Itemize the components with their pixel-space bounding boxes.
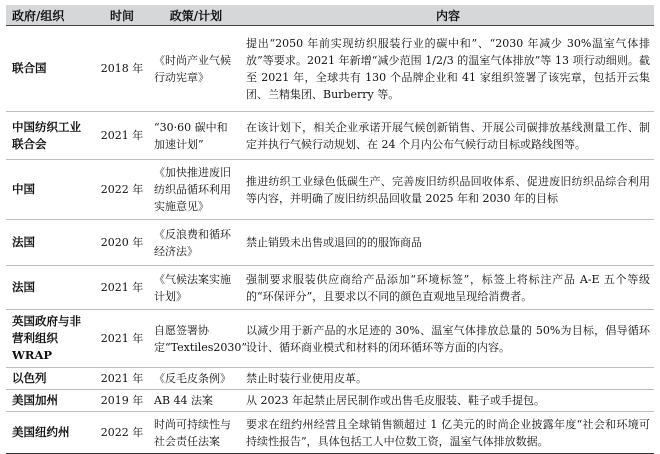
cell-year: 2019 年 bbox=[94, 390, 150, 412]
cell-content: 以减少用于新产品的水足迹的 30%、温室气体排放总量的 50%为目标，倡导循环设计、循环商业模式和材料的闭环循环等方面的内容。 bbox=[242, 310, 654, 368]
cell-content: 强制要求服装供应商给产品添加“环境标签”，标签上将标注产品 A-E 五个等级的“环保评分”，且要求以不同的颜色直观地呈现给消费者。 bbox=[242, 266, 654, 310]
header-content: 内容 bbox=[242, 5, 654, 26]
cell-policy: 《反浪费和循环经济法》 bbox=[150, 220, 242, 266]
cell-content: 禁止时装行业使用皮革。 bbox=[242, 368, 654, 390]
cell-year: 2022 年 bbox=[94, 160, 150, 220]
cell-org: 法国 bbox=[6, 266, 94, 310]
cell-org: 联合国 bbox=[6, 26, 94, 112]
table-row bbox=[6, 368, 654, 390]
cell-year: 2021 年 bbox=[94, 368, 150, 390]
cell-content: 要求在纽约州经营且全球销售额超过 1 亿美元的时尚企业披露年度“社会和环境可持续性报告”，具体包括工人中位数工资，温室气体排放数据。 bbox=[242, 412, 654, 454]
cell-content: 从 2023 年起禁止居民制作或出售毛皮服装、鞋子或手提包。 bbox=[242, 390, 654, 412]
cell-policy: 《反毛皮条例》 bbox=[150, 368, 242, 390]
table-row bbox=[6, 390, 654, 412]
cell-policy: AB 44 法案 bbox=[150, 390, 242, 412]
cell-content: 在该计划下，相关企业承诺开展气候创新销售、开展公司碳排放基线测量工作、制定并执行气候行动规划、在 24 个月内公布气候行动目标或路线图等。 bbox=[242, 112, 654, 160]
cell-policy: 《时尚产业气候行动宪章》 bbox=[150, 26, 242, 112]
table-row bbox=[6, 266, 654, 310]
table-row bbox=[6, 112, 654, 160]
cell-policy: 《加快推进废旧纺织品循环利用实施意见》 bbox=[150, 160, 242, 220]
cell-org: 英国政府与非营利组织 WRAP bbox=[6, 310, 94, 368]
cell-year: 2021 年 bbox=[94, 310, 150, 368]
table-row bbox=[6, 310, 654, 368]
table-header bbox=[6, 5, 654, 26]
cell-org: 以色列 bbox=[6, 368, 94, 390]
cell-org: 美国加州 bbox=[6, 390, 94, 412]
cell-policy: “30·60 碳中和加速计划” bbox=[150, 112, 242, 160]
table-row bbox=[6, 220, 654, 266]
cell-year: 2021 年 bbox=[94, 266, 150, 310]
cell-year: 2018 年 bbox=[94, 26, 150, 112]
cell-year: 2022 年 bbox=[94, 412, 150, 454]
cell-org: 中国纺织工业联合会 bbox=[6, 112, 94, 160]
cell-policy: 自愿签署协定“Textiles2030” bbox=[150, 310, 242, 368]
cell-org: 美国纽约州 bbox=[6, 412, 94, 454]
cell-policy: 时尚可持续性与社会责任法案 bbox=[150, 412, 242, 454]
table-row bbox=[6, 160, 654, 220]
cell-content: 提出“2050 年前实现纺织服装行业的碳中和”、“2030 年减少 30%温室气体排放”等要求。2021 年新增“减少范围 1/2/3 的温室气体排放”等 13 项行动细则。截至 2021 年，全球共有 130 个品牌企业和 41 家组织签署了该宪章，包括开云集团、兰精集团、Burberry 等。 bbox=[242, 26, 654, 112]
cell-content: 禁止销毁未出售或退回的的服饰商品 bbox=[242, 220, 654, 266]
cell-policy: 《气候法案实施计划》 bbox=[150, 266, 242, 310]
table-row bbox=[6, 412, 654, 454]
cell-year: 2020 年 bbox=[94, 220, 150, 266]
cell-org: 中国 bbox=[6, 160, 94, 220]
table-body bbox=[6, 26, 654, 454]
cell-org: 法国 bbox=[6, 220, 94, 266]
header-org: 政府/组织 bbox=[6, 5, 94, 26]
header-year: 时间 bbox=[94, 5, 150, 26]
cell-content: 推进纺织工业绿色低碳生产、完善废旧纺织品回收体系、促进废旧纺织品综合利用等内容，并明确了废旧纺织品回收量 2025 年和 2030 年的目标 bbox=[242, 160, 654, 220]
header-row bbox=[6, 5, 654, 26]
table-row bbox=[6, 26, 654, 112]
cell-year: 2021 年 bbox=[94, 112, 150, 160]
policy-table bbox=[6, 5, 654, 454]
header-policy: 政策/计划 bbox=[150, 5, 242, 26]
